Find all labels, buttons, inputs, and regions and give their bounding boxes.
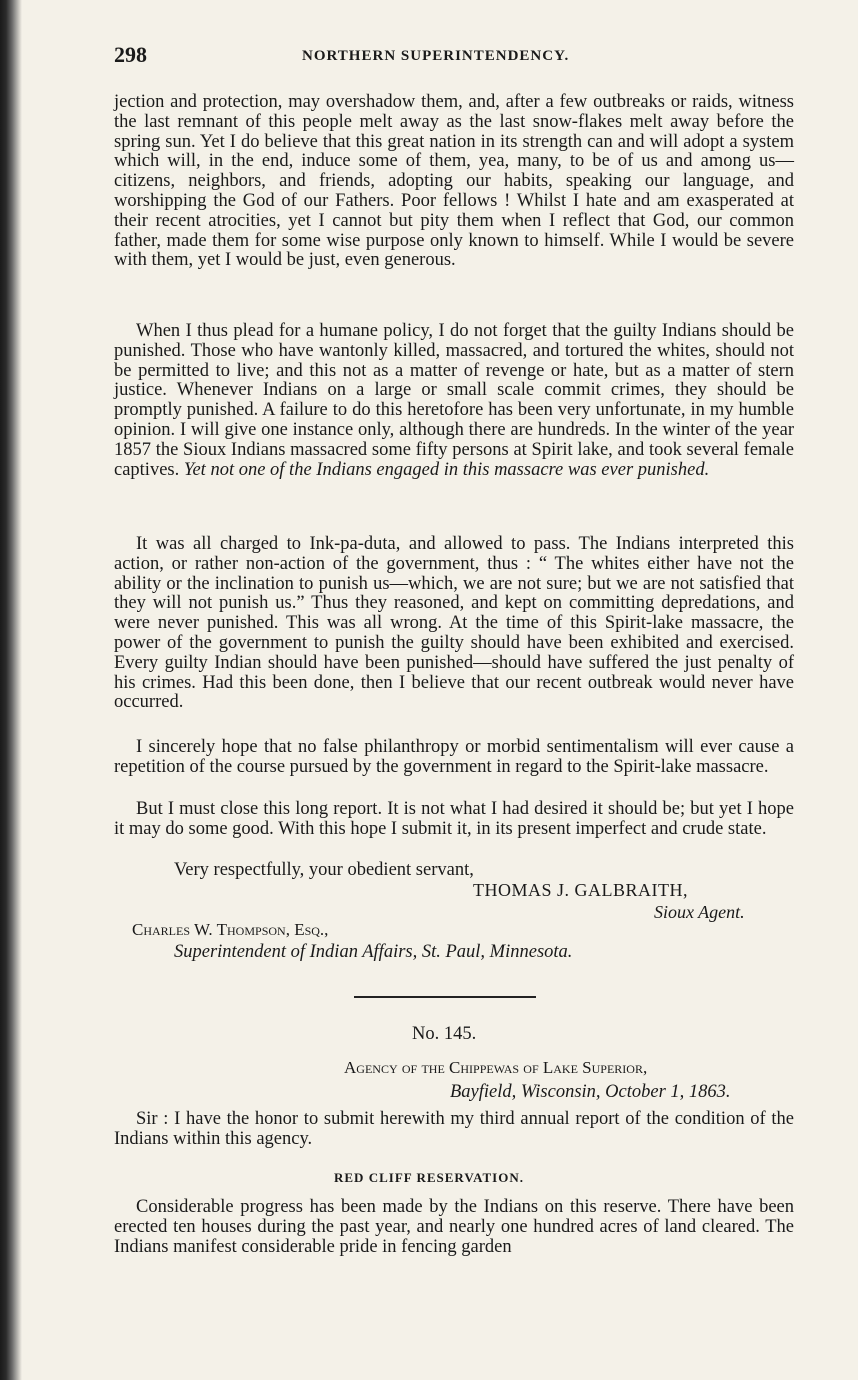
page-number: 298 — [114, 42, 147, 67]
page-header — [114, 42, 794, 72]
addressee-title: Superintendent of Indian Affairs, St. Paul, Minnesota. — [174, 942, 573, 962]
letter-closing: Very respectfully, your obedient servant, — [174, 860, 474, 880]
paragraph-5: But I must close this long report. It is not what I had desired it should be; but yet I hope it may do some good. With this hope I submit it, in its present imperfect and crude state. — [114, 799, 794, 839]
paragraph-2-text: When I thus plead for a humane policy, I do not forget that the guilty Indians should be punished. Those who have wantonly killed, massacred, and tortured the whites, should not be permitted to live; and this not as a matter of revenge or hate, but as a matter of stern justice. Whenever Indians on a large or small scale commit crimes, they should be promptly punished. A failure to do this heretofore has been very unfortunate, in my humble opinion. I will give one instance only, although there are hundreds. In the winter of the year 1857 the Sioux Indians massacred some fifty persons at Spirit lake, and took several female captives. — [114, 321, 794, 480]
section-heading: RED CLIFF RESERVATION. — [334, 1170, 524, 1185]
reservation-paragraph: Considerable progress has been made by the Indians on this reserve. There have been erected ten houses during the past year, and nearly one hundred acres of land cleared. The Indians manifest considerable pride in fencing garden — [114, 1197, 794, 1257]
agency-heading: Agency of the Chippewas of Lake Superior, — [344, 1058, 648, 1077]
location-date: Bayfield, Wisconsin, October 1, 1863. — [450, 1082, 731, 1102]
paragraph-3: It was all charged to Ink-pa-duta, and allowed to pass. The Indians interpreted this action, or rather non-action of the government, thus : “ The whites either have not the ability or the inclination to punish us—which, we are not sure; but we are not satisfied that they will not punish us.” Thus they reasoned, and kept on committing depredations, and were never punished. This was all wrong. At the time of this Spirit-lake massacre, the power of the government to punish the guilty should have been exhibited and exercised. Every guilty Indian should have been punished—should have suffered the just penalty of his crimes. Had this been done, then I believe that our recent outbreak would never have occurred. — [114, 534, 794, 713]
signer-title: Sioux Agent. — [654, 902, 745, 922]
section-divider — [354, 996, 536, 998]
paragraph-4: I sincerely hope that no false philanthropy or morbid sentimentalism will ever cause a repetition of the course pursued by the government in regard to the Spirit-lake massacre. — [114, 737, 794, 777]
paragraph-1: jection and protection, may overshadow them, and, after a few outbreaks or raids, witness the last remnant of this people melt away as the last snow-flakes melt away before the spring sun. Yet I do believe that this great nation in its strength can and will adopt a system which will, in the end, induce some of them, yea, many, to be of us and among us—citizens, neighbors, and friends, adopting our habits, speaking our language, and worshipping the God of our Fathers. Poor fellows ! Whilst I hate and am exasperated at their recent atrocities, yet I cannot but pity them when I reflect that God, our common father, made them for some wise purpose only known to himself. While I would be severe with them, yet I would be just, even generous. — [114, 92, 794, 271]
running-head: NORTHERN SUPERINTENDENCY. — [302, 48, 570, 64]
signer-name: THOMAS J. GALBRAITH, — [473, 880, 689, 900]
paragraph-2 — [114, 322, 794, 480]
addressee-name: Charles W. Thompson, Esq., — [132, 920, 329, 939]
salutation-paragraph: Sir : I have the honor to submit herewith my third annual report of the condition of the Indians within this agency. — [114, 1109, 794, 1149]
paragraph-2-italic: Yet not one of the Indians engaged in this massacre was ever punished. — [183, 459, 710, 480]
document-number: No. 145. — [412, 1024, 477, 1044]
